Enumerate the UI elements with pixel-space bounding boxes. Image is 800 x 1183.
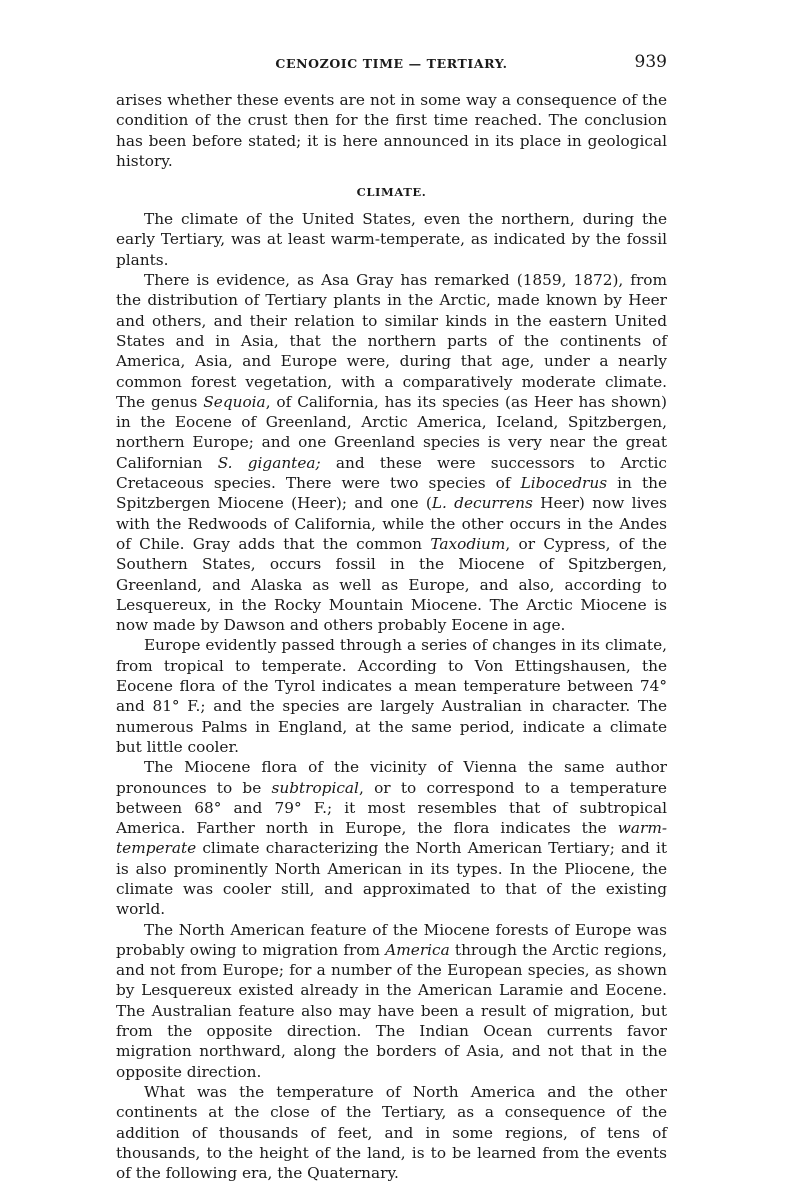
body-paragraph bbox=[116, 209, 667, 270]
text-run: and these were successors to Arctic Cretaceous species. There were two species of bbox=[116, 453, 667, 493]
text-run: The North American feature of the Miocene forests of Europe was probably owing to migration from bbox=[116, 920, 667, 959]
body-paragraph bbox=[116, 635, 667, 757]
body-paragraph bbox=[116, 757, 667, 919]
section-heading: CLIMATE. bbox=[356, 185, 427, 200]
text-run: There is evidence, as Asa Gray has remarked (1859, 1872), from the distribution of Tertiary plants in the Arctic, made known by Heer and others, and their relation to similar kinds in the eastern United States and in Asia, that the northern parts of the continents of America, Asia, and Europe were, during that age, under a nearly common forest vegetation, with a comparatively moderate climate. The genus bbox=[116, 271, 667, 411]
running-head bbox=[116, 52, 667, 76]
italic-term: America bbox=[385, 940, 450, 959]
body-paragraph bbox=[116, 1082, 667, 1183]
continued-paragraph: arises whether these events are not in some way a consequence of the condition of the crust then for the first time reached. The conclusion has been before stated; it is here announced in its place in geological history. bbox=[116, 91, 667, 170]
text-run: The climate of the United States, even the northern, during the early Tertiary, was at least warm-temperate, as indicated by the fossil plants. bbox=[116, 210, 667, 269]
italic-term: S. gigantea; bbox=[217, 453, 321, 472]
text-run: , or Cypress, of the Southern States, occurs fossil in the Miocene of Spitzbergen, Greenland, and Alaska as well as Europe, and also, according to Lesquereux, in the Rocky Mountain Miocene. The Arctic Miocene is now made by Dawson and others probably Eocene in age. bbox=[116, 534, 667, 635]
text-run: , or to correspond to a temperature between 68° and 79° F.; it most resembles that of subtropical America. Farther north in Europe, the flora indicates the bbox=[116, 778, 667, 838]
italic-term: subtropical bbox=[271, 778, 359, 797]
italic-term: Taxodium bbox=[430, 534, 506, 553]
running-title: CENOZOIC TIME — TERTIARY. bbox=[275, 56, 508, 71]
section-body bbox=[116, 209, 667, 1183]
text-run: The Miocene flora of the vicinity of Vienna the same author pronounces to be bbox=[116, 758, 667, 797]
book-page bbox=[116, 52, 667, 1183]
text-run: climate characterizing the North American Tertiary; and it is also prominently North American in its types. In the Pliocene, the climate was cooler still, and approximated to that of the existing world. bbox=[116, 839, 667, 919]
text-run: through the Arctic regions, and not from Europe; for a number of the European species, as shown by Lesquereux existed already in the American Laramie and Eocene. The Australian feature also may have been a result of migration, but from the opposite direction. The Indian Ocean currents favor migration northward, along the borders of Asia, and not that in the opposite direction. bbox=[116, 940, 667, 1081]
text-run: , of California, has its species (as Heer has shown) in the Eocene of Greenland, Arctic America, Iceland, Spitzbergen, northern Europe; and one Greenland species is very near the great Californian bbox=[116, 392, 668, 472]
italic-term: L. decurrens bbox=[431, 494, 533, 513]
text-run: What was the temperature of North America and the other continents at the close of the Tertiary, as a consequence of the addition of thousands of feet, and in some regions, of tens of thousands, to the height of the land, is to be learned from the events of the following era, the Quaternary. bbox=[116, 1082, 667, 1183]
italic-term: warm-temperate bbox=[116, 819, 667, 858]
text-run: Heer) now lives with the Redwoods of California, while the other occurs in the Andes of Chile. Gray adds that the common bbox=[116, 494, 668, 553]
body-paragraph bbox=[116, 920, 667, 1082]
italic-term: Libocedrus bbox=[520, 474, 608, 493]
body-paragraph bbox=[116, 270, 667, 635]
text-run: in the Spitzbergen Miocene (Heer); and one ( bbox=[116, 474, 667, 513]
italic-term: Sequoia bbox=[203, 392, 266, 411]
text-run: Europe evidently passed through a series of changes in its climate, from tropical to temperate. According to Von Ettingshausen, the Eocene flora of the Tyrol indicates a mean temperature between 74° and 81° F.; and the species are largely Australian in character. The numerous Palms in England, at the same period, indicate a climate but little cooler. bbox=[116, 636, 667, 756]
page-number: 939 bbox=[634, 52, 667, 72]
